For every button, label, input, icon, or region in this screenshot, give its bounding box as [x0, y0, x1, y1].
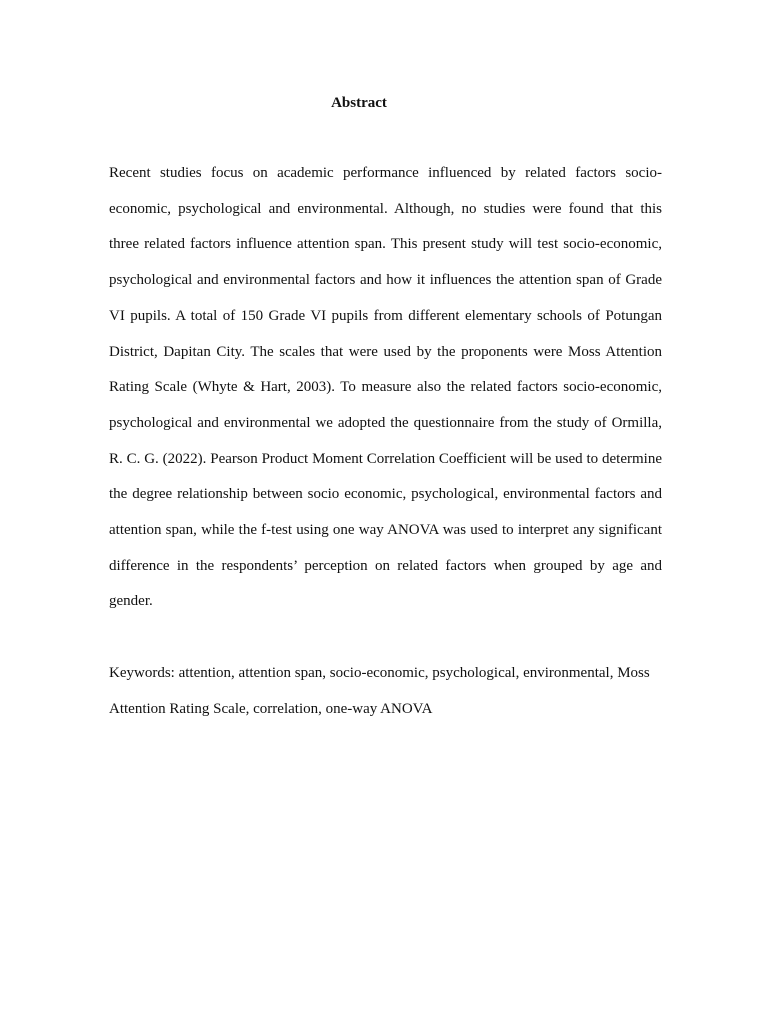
keywords-paragraph: Keywords: attention, attention span, socio-economic, psychological, environmental, Moss Attention Rating Scale, correlation, one-way ANOVA: [109, 665, 650, 717]
abstract-title: Abstract: [331, 95, 387, 111]
abstract-paragraph: Recent studies focus on academic performance influenced by related factors socio-economic, psychological and environmental. Although, no studies were found that this three related factors influence attention span. This present study will test socio-economic, psychological and environmental factors and how it influences the attention span of Grade VI pupils. A total of 150 Grade VI pupils from different elementary schools of Potungan District, Dapitan City. The scales that were used by the proponents were Moss Attention Rating Scale (Whyte & Hart, 2003). To measure also the related factors socio-economic, psychological and environmental we adopted the questionnaire from the study of Ormilla, R. C. G. (2022). Pearson Product Moment Correlation Coefficient will be used to determine the degree relationship between socio economic, psychological, environmental factors and attention span, while the f-test using one way ANOVA was used to interpret any significant difference in the respondents’ perception on related factors when grouped by age and gender.: [109, 165, 662, 610]
